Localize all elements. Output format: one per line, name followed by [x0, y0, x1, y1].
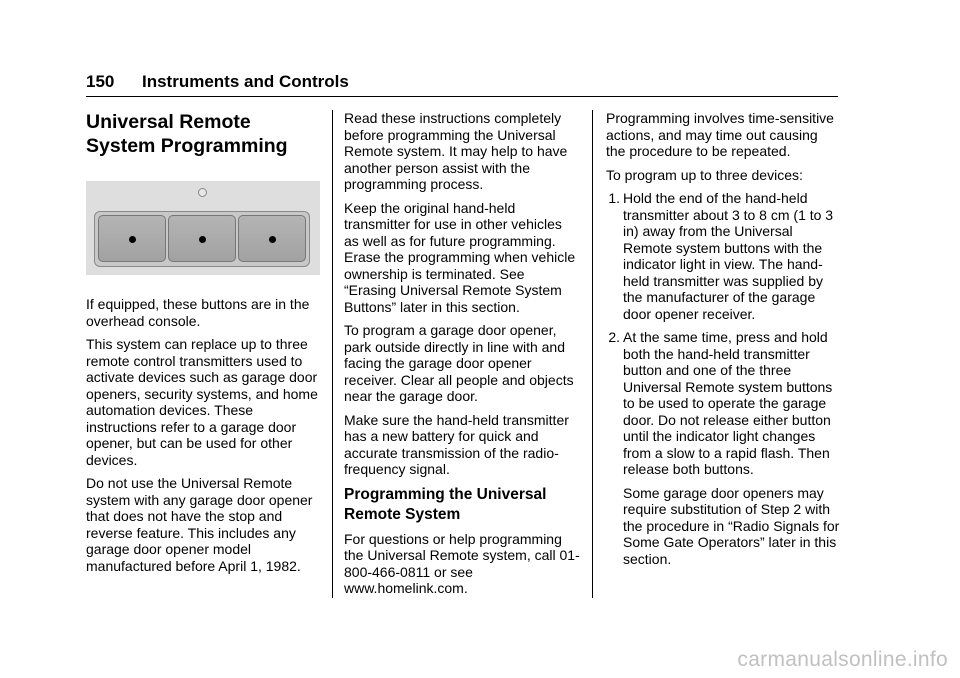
list-item	[606, 329, 840, 478]
paragraph: To program up to three devices:	[606, 166, 803, 183]
dot-icon	[199, 236, 206, 243]
paragraph: Keep the original hand-held transmitter for use in other vehicles as well as for future programming. Erase the programming when vehicle ownership is terminated. See “Erasing Universal Remote System Buttons” later in this section.	[344, 199, 576, 315]
overhead-console-figure	[86, 181, 320, 275]
remote-button-2	[168, 215, 236, 262]
paragraph: This system can replace up to three remote control transmitters used to activate devices such as garage door openers, security systems, and home automation devices. These instructions refer to a garage door opener, but can be used for other devices.	[86, 336, 318, 468]
watermark: carmanualsonline.info	[737, 648, 948, 671]
steps-list	[606, 190, 840, 478]
paragraph: Programming involves time-sensitive actions, and may time out causing the procedure to be repeated.	[606, 110, 834, 159]
column-divider	[332, 110, 333, 598]
remote-button-1	[98, 215, 166, 262]
step-number: 1.	[608, 190, 620, 206]
page-number: 150	[86, 72, 115, 91]
paragraph: Read these instructions completely before programming the Universal Remote system. It may help to have another person assist with the programming process.	[344, 110, 568, 192]
step-text: Hold the end of the hand-held transmitter about 3 to 8 cm (1 to 3 in) away from the Universal Remote system buttons with the indicator light in view. The hand-held transmitter was supplied by the manufacturer of the garage door opener receiver.	[623, 190, 834, 322]
column-1	[86, 110, 320, 581]
dot-icon	[129, 236, 136, 243]
list-item	[606, 190, 840, 322]
column-divider	[592, 110, 593, 598]
remote-button-3	[238, 215, 306, 262]
paragraph: If equipped, these buttons are in the overhead console.	[86, 296, 310, 329]
subheading: Programming the Universal Remote System	[344, 485, 547, 523]
step-text: At the same time, press and hold both the hand-held transmitter button and one of the three Universal Remote system buttons to be used to operate the garage door. Do not release either button until the indicator light changes from a slow to a rapid flash. Then release both buttons.	[623, 329, 833, 477]
column-2	[344, 110, 580, 604]
paragraph: Do not use the Universal Remote system with any garage door opener that does not have the stop and reverse feature. This includes any garage door opener model manufactured before April 1, 1982.	[86, 475, 313, 574]
paragraph: To program a garage door opener, park outside directly in line with and facing the garage door opener receiver. Clear all people and objects near the garage door.	[344, 322, 574, 404]
page-header	[86, 70, 838, 97]
dot-icon	[269, 236, 276, 243]
section-heading: Universal Remote System Programming	[86, 111, 288, 157]
remote-button-panel	[94, 211, 310, 267]
step-number: 2.	[608, 329, 620, 345]
section-title: Instruments and Controls	[142, 72, 349, 91]
paragraph: Make sure the hand-held transmitter has a new battery for quick and accurate transmission of the radio-frequency signal.	[344, 411, 569, 477]
column-3	[606, 110, 840, 567]
paragraph: For questions or help programming the Universal Remote system, call 01-800-466-0811 or see www.homelink.com.	[344, 530, 580, 596]
indicator-light-icon	[198, 188, 207, 197]
step-note: Some garage door openers may require substitution of Step 2 with the procedure in “Radio Signals for Some Gate Operators” later in this section.	[623, 484, 840, 567]
